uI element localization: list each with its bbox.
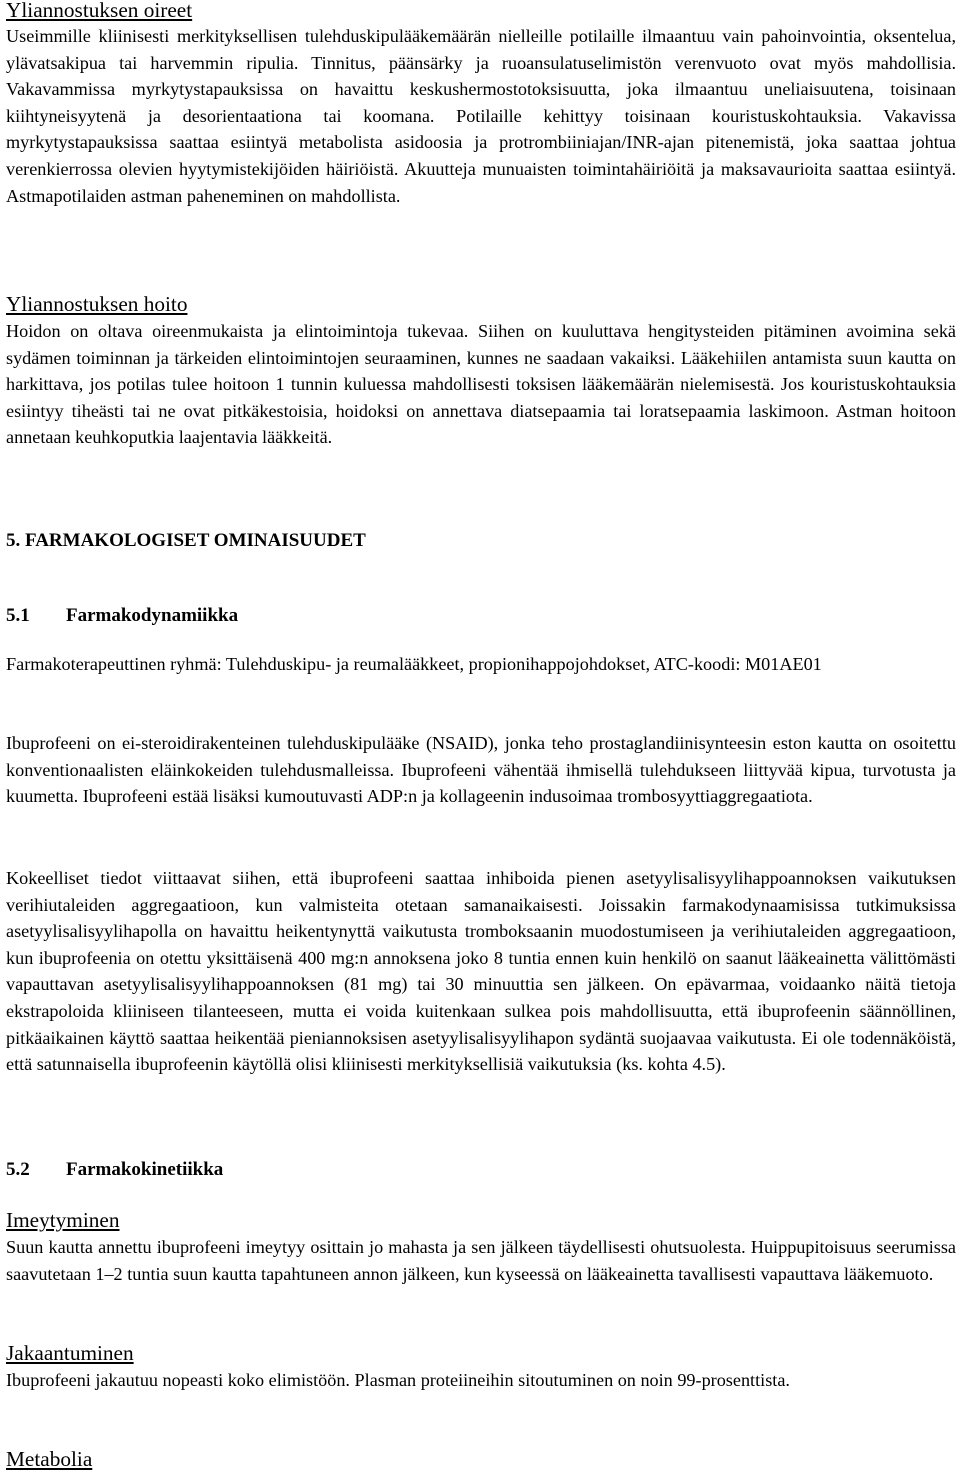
section-title: Farmakodynamiikka — [66, 605, 239, 626]
paragraph-ibuprofeeni-mechanism: Ibuprofeeni on ei-steroidirakenteinen tulehduskipulääke (NSAID), jonka teho prostaglandiinisynteesin eston kautta on osoitettu konventionaalisten eläinkokeiden tulehdusmalleissa. Ibuprofeeni vähentää ihmisellä tulehdukseen liittyvää kipua, turvotusta ja kuumetta. Ibuprofeeni estää lisäksi kumoutuvasti ADP:n ja kollageenin indusoimaa trombosyyttiaggregaatiota. — [6, 733, 956, 807]
paragraph-kokeelliset-tiedot: Kokeelliset tiedot viittaavat siihen, että ibuprofeeni saattaa inhiboida pienen asetyylisalisyylihappoannoksen vaikutuksen verihiutaleiden aggregaatioon, kun valmisteita otetaan samanaikaisesti. Joissakin farmakodynaamisissa tutkimuksissa asetyylisalisyylihapolla on havaittu heikentynyttä vaikutusta tromboksaanin muodostumiseen ja verihiutaleiden aggregaatioon, kun ibuprofeenia on otettu yksittäisenä 400 mg:n annoksena joko 8 tuntia ennen kuin henkilö on saanut lääkeainetta välittömästi vapauttavan asetyylisalisyylihappoannoksen (81 mg) tai 30 minuuttia sen jälkeen. On epävarmaa, voidaanko näitä tietoja ekstrapoloida kliiniseen tilanteeseen, mutta ei voida kuitenkaan sulkea pois mahdollisuutta, että ibuprofeenin säännöllinen, pitkäaikainen käyttö saattaa heikentää pieniannoksisen asetyylisalisyylihapon sydäntä suojaavaa vaikutusta. Ei ole todennäköistä, että satunnaisella ibuprofeenin käytöllä olisi kliinisesti merkityksellisiä vaikutuksia (ks. kohta 4.5). — [6, 868, 956, 1075]
paragraph-atc-code: Farmakoterapeuttinen ryhmä: Tulehduskipu- ja reumalääkkeet, propionihappojohdokset, ATC-koodi: M01AE01 — [6, 654, 822, 674]
heading-metabolia: Metabolia — [6, 1447, 93, 1471]
paragraph-yliannostuksen-hoito: Hoidon on oltava oireenmukaista ja elintoimintoja tukevaa. Siihen on kuuluttava hengitysteiden pitäminen avoimina sekä sydämen toiminnan ja tärkeiden elintoimintojen seuraaminen, kunnes ne saadaan vakaiksi. Lääkehiilen antamista suun kautta on harkittava, jos potilas tulee hoitoon 1 tunnin kuluessa mahdollisesti toksisen lääkemäärän nielemisestä. Jos kouristuskohtauksia esiintyy tiheästi tai ne ovat pitkäkestoisia, hoidoksi on annettava diatsepaamia tai loratsepaamia laskimoon. Astman hoitoon annetaan keuhkoputkia laajentavia lääkkeitä. — [6, 321, 956, 448]
paragraph-imeytyminen: Suun kautta annettu ibuprofeeni imeytyy osittain jo mahasta ja sen jälkeen täydellisesti ohutsuolesta. Huippupitoisuus seerumissa saavutetaan 1–2 tuntia suun kautta tapahtuneen annon jälkeen, kun kyseessä on lääkeainetta tavallisesti vapauttava lääkemuoto. — [6, 1237, 956, 1284]
heading-yliannostuksen-oireet: Yliannostuksen oireet — [6, 0, 193, 22]
heading-farmakokinetiikka — [6, 1157, 223, 1183]
heading-yliannostuksen-hoito: Yliannostuksen hoito — [6, 292, 188, 316]
section-number: 5.2 — [6, 1159, 30, 1180]
section-number: 5.1 — [6, 605, 30, 626]
heading-imeytyminen: Imeytyminen — [6, 1208, 120, 1232]
heading-farmakodynamiikka — [6, 603, 238, 629]
paragraph-yliannostuksen-oireet: Useimmille kliinisesti merkityksellisen tulehduskipulääkemäärän nielleille potilaille ilmaantuu vain pahoinvointia, oksentelua, ylävatsakipua tai harvemmin ripulia. Tinnitus, päänsärky ja ruoansulatuselimistön verenvuoto ovat myös mahdollisia. Vakavammissa myrkytystapauksissa on havaittu keskushermostotoksisuutta, joka ilmaantuu uneliaisuutena, toisinaan kiihtyneisyytenä ja desorientaationa tai koomana. Potilaille kehittyy toisinaan kouristuskohtauksia. Vakavissa myrkytystapauksissa saattaa esiintyä metabolista asidoosia ja protrombiiniajan/INR-ajan pitenemistä, joka saattaa johtua verenkierrossa olevien hyytymistekijöiden häiriöistä. Akuutteja munuaisten toimintahäiriöitä ja maksavaurioita saattaa esiintyä. Astmapotilaiden astman paheneminen on mahdollista. — [6, 26, 956, 206]
section-title: Farmakokinetiikka — [66, 1159, 224, 1180]
section-title-farmakologiset-ominaisuudet: 5. FARMAKOLOGISET OMINAISUUDET — [6, 530, 366, 551]
heading-jakaantuminen: Jakaantuminen — [6, 1341, 134, 1365]
paragraph-jakaantuminen: Ibuprofeeni jakautuu nopeasti koko elimistöön. Plasman proteiineihin sitoutuminen on noin 99-prosenttista. — [6, 1370, 790, 1390]
